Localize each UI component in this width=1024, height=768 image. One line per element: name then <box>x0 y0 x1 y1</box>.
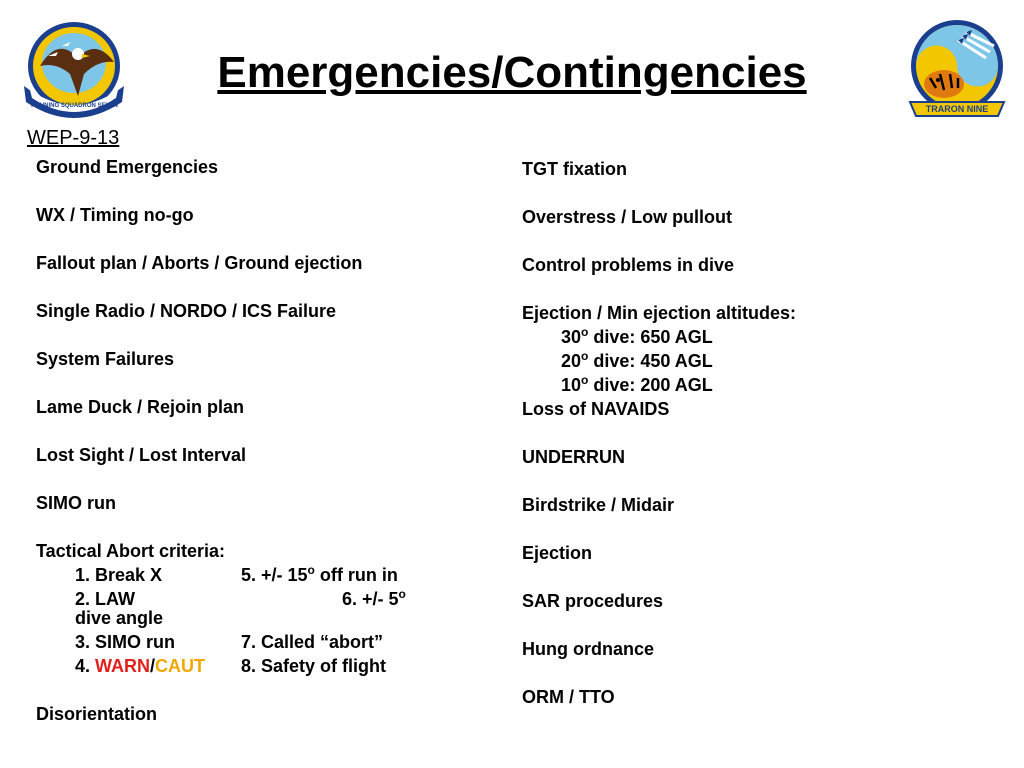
abort-criterion: 7. Called “abort” <box>241 632 384 652</box>
list-item: System Failures <box>36 349 175 369</box>
list-item: Single Radio / NORDO / ICS Failure <box>36 301 337 321</box>
caut-label: CAUT <box>155 656 206 676</box>
abort-criterion: 5. +/- 15$^o$ off run in <box>241 563 398 585</box>
abort-criterion: 1. Break X <box>75 565 163 585</box>
ejection-altitude-row: 20$^o$ dive: 450 AGL <box>561 349 713 371</box>
list-item: Lame Duck / Rejoin plan <box>36 397 245 417</box>
list-item: Ejection <box>522 543 593 563</box>
abort-criteria-row <box>36 606 466 630</box>
list-item: ORM / TTO <box>522 687 615 707</box>
right-badge-text: TRARON NINE <box>925 104 989 114</box>
warn-label: WARN <box>95 656 151 676</box>
abort-criterion: 4. WARN/CAUT <box>75 656 206 676</box>
list-item: TGT fixation <box>522 159 627 179</box>
page-title: Emergencies/Contingencies <box>217 48 807 97</box>
right-column <box>522 157 962 709</box>
ejection-altitude-row: 10$^o$ dive: 200 AGL <box>561 373 713 395</box>
list-item: Overstress / Low pullout <box>522 207 733 227</box>
abort-criterion: 6. +/- 5$^o$ <box>342 587 406 609</box>
abort-criterion-continued: dive angle <box>75 608 164 628</box>
list-item: Fallout plan / Aborts / Ground ejection <box>36 253 363 273</box>
abort-criterion: 8. Safety of flight <box>241 656 387 676</box>
document-code: WEP-9-13 <box>27 127 120 149</box>
list-item: Disorientation <box>36 704 158 724</box>
list-item: SIMO run <box>36 493 116 513</box>
list-item: SAR procedures <box>522 591 664 611</box>
abort-criterion: 2. LAW <box>75 589 136 609</box>
abort-criteria-row <box>36 654 466 678</box>
list-item: Hung ordnance <box>522 639 655 659</box>
left-column <box>36 155 466 726</box>
list-item: Control problems in dive <box>522 255 735 275</box>
list-item: WX / Timing no-go <box>36 205 194 225</box>
abort-criteria-row <box>36 630 466 654</box>
ejection-heading: Ejection / Min ejection altitudes: <box>522 303 797 323</box>
list-item: Lost Sight / Lost Interval <box>36 445 247 465</box>
list-item: Ground Emergencies <box>36 157 219 177</box>
list-item: Loss of NAVAIDS <box>522 399 670 419</box>
abort-criterion: 3. SIMO run <box>75 632 176 652</box>
ejection-altitude-row: 30$^o$ dive: 650 AGL <box>561 325 713 347</box>
left-badge-text: TRAINING SQUADRON SEVEN <box>30 103 118 109</box>
list-item: UNDERRUN <box>522 447 625 467</box>
list-item: Birdstrike / Midair <box>522 495 675 515</box>
abort-criteria-row <box>36 563 466 587</box>
tactical-abort-heading: Tactical Abort criteria: <box>36 541 226 561</box>
